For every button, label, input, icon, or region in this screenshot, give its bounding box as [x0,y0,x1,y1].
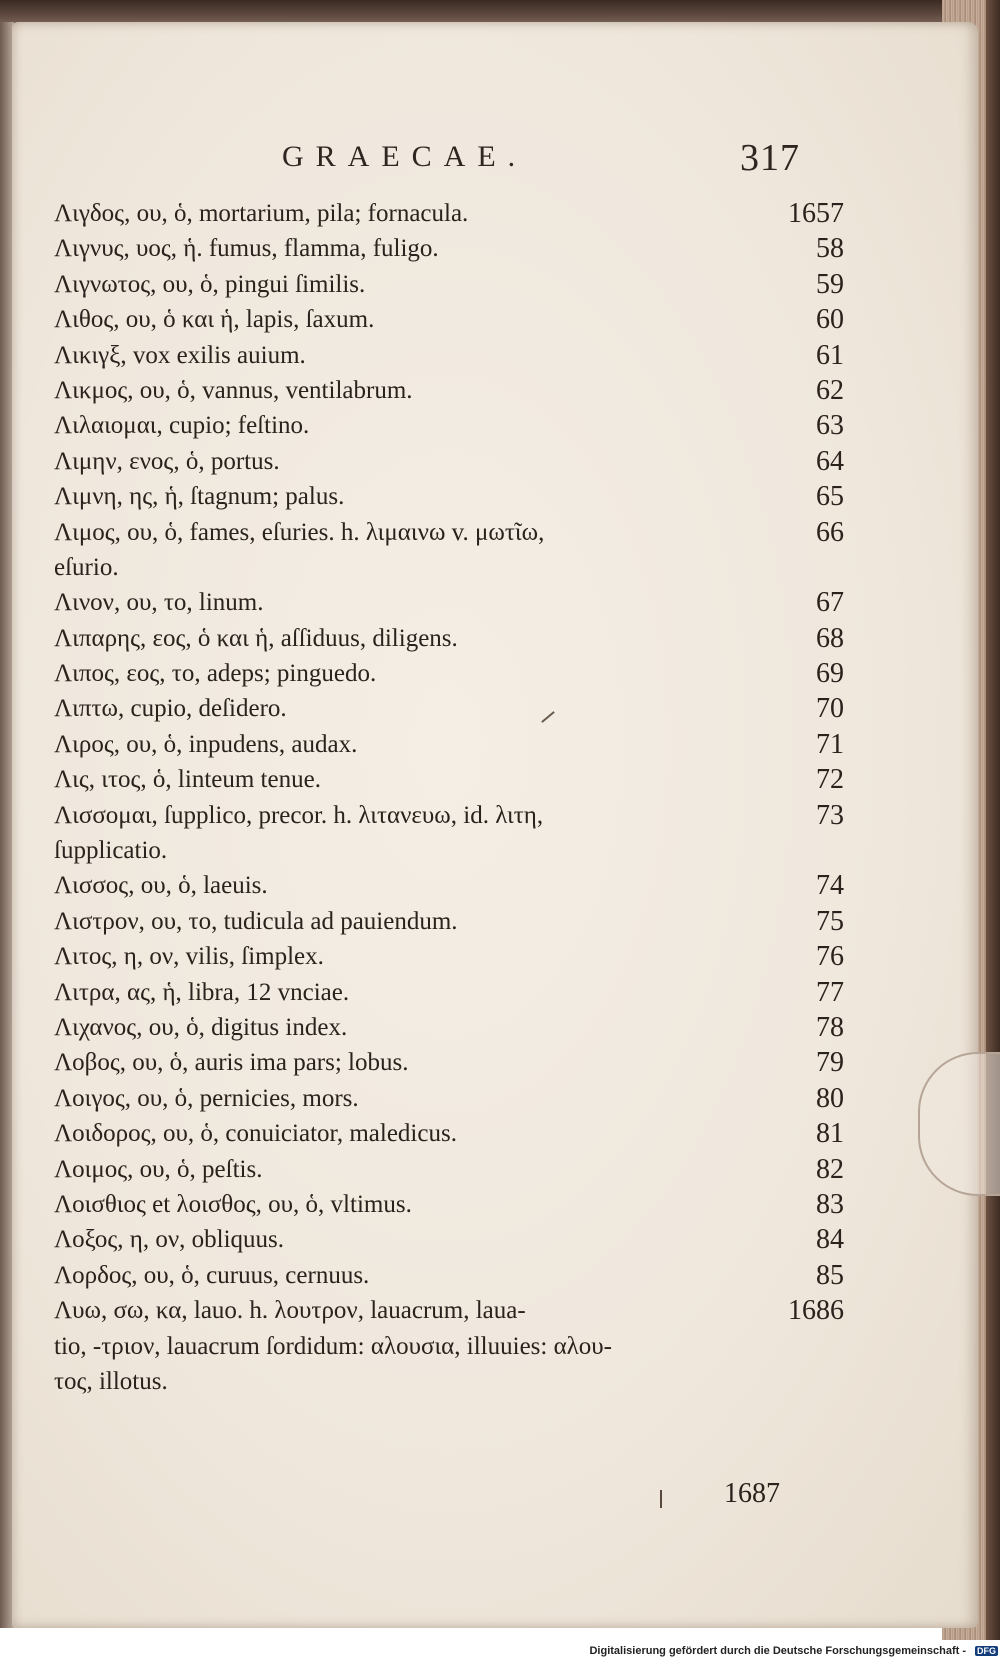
catchword-number: 1687 [724,1478,780,1509]
entry-number: 59 [816,268,844,300]
entry-text: Λυω, σω, κα, lauo. h. λουτρον, lauacrum, laua- [54,1297,526,1325]
entry-number: 68 [816,622,844,654]
entry-number: 76 [816,941,844,973]
entry-row [54,408,844,443]
entry-row [54,975,844,1010]
entry-number: 83 [816,1188,844,1220]
entry-text: Λιπτω, cupio, deſidero. [54,695,287,723]
entry-number: 69 [816,658,844,690]
entry-text: Λοισθιος et λοισθος, ου, ὁ, vltimus. [54,1190,412,1218]
entry-number: 65 [816,481,844,513]
entry-text: Λοβος, ου, ὁ, auris ima pars; lobus. [54,1049,409,1077]
entry-text: Λιπος, εος, το, adeps; pinguedo. [54,660,377,688]
entry-row [54,939,844,974]
entry-text: Λιλαιομαι, cupio; feſtino. [54,412,310,440]
entry-number: 66 [816,516,844,548]
page-header [12,137,978,184]
entry-text: Λινον, ου, το, linum. [54,589,264,617]
entry-number: 73 [816,799,844,831]
entry-text: Λισσος, ου, ὁ, laeuis. [54,872,268,900]
entry-text: Λιπαρης, εος, ὁ και ἡ, aſſiduus, diligens. [54,624,458,652]
digitization-credit: Digitalisierung gefördert durch die Deutsche Forschungsgemeinschaft - [589,1645,966,1657]
entry-number: 81 [816,1118,844,1150]
entry-continuation: τος, illotus. [54,1367,168,1395]
entry-row [54,621,844,656]
entry-text: Λιθος, ου, ὁ και ἡ, lapis, ſaxum. [54,306,375,334]
entry-number: 63 [816,410,844,442]
entry-number: 84 [816,1224,844,1256]
entry-text: Λιγδος, ου, ὁ, mortarium, pila; fornacula. [54,200,469,227]
entry-row [54,762,844,797]
entry-row [54,444,844,479]
entry-row [54,585,844,620]
entry-number: 77 [816,976,844,1008]
entry-text: Λοιγος, ου, ὁ, pernicies, mors. [54,1084,359,1112]
entry-text: Λιμνη, ης, ἡ, ſtagnum; palus. [54,483,345,511]
entry-row [54,798,844,833]
entry-number: 72 [816,764,844,796]
entry-text: Λιμος, ου, ὁ, fames, eſuries. h. λιμαινω v. μωτῖω, [54,518,545,546]
entry-row [54,656,844,691]
entry-number: 62 [816,374,844,406]
entry-row [54,302,844,337]
entry-row [54,1222,844,1257]
entry-row [54,1152,844,1187]
entry-text: Λισσομαι, ſupplico, precor. h. λιτανευω, id. λιτη, [54,801,544,829]
entry-row [54,1116,844,1151]
entry-number: 61 [816,339,844,371]
entry-row [54,479,844,514]
cover-edge [986,0,1000,1640]
entry-text: Λοιμος, ου, ὁ, peſtis. [54,1155,263,1183]
entry-number: 1686 [788,1295,844,1327]
entry-row [54,1293,844,1328]
entry-text: Λιρος, ου, ὁ, inpudens, audax. [54,730,358,758]
entry-row [54,904,844,939]
entry-text: Λιμην, ενος, ὁ, portus. [54,447,280,475]
entry-number: 78 [816,1011,844,1043]
entry-row [54,691,844,726]
entry-text: Λικμος, ου, ὁ, vannus, ventilabrum. [54,376,413,404]
entry-row [54,196,844,231]
entry-row [54,267,844,302]
entry-continuation: eſurio. [54,553,119,581]
entry-text: Λιγνωτος, ου, ὁ, pingui ſimilis. [54,270,366,298]
entry-number: 71 [816,728,844,760]
entry-text: Λιστρον, ου, το, tudicula ad pauiendum. [54,907,458,935]
entry-number: 85 [816,1259,844,1291]
entry-number: 82 [816,1153,844,1185]
entry-continuation: ſupplicatio. [54,837,168,865]
entry-number: 70 [816,693,844,725]
entry-number: 67 [816,587,844,619]
pen-tick [660,1490,662,1508]
entry-number: 75 [816,905,844,937]
entry-text: Λιγνυς, υος, ἡ. fumus, flamma, fuligo. [54,235,439,263]
entry-number: 64 [816,445,844,477]
entry-row [54,1045,844,1080]
entry-text: Λοιδορος, ου, ὁ, conuiciator, maledicus. [54,1120,457,1148]
page-number: 317 [740,137,800,179]
entry-text: Λικιγξ, vox exilis auium. [54,341,306,369]
entry-row [54,515,844,550]
entry-row [54,231,844,266]
entry-continuation: tio, -τριον, lauacrum ſordidum: αλουσια, illuuies: αλου- [54,1332,613,1360]
entry-number: 74 [816,870,844,902]
entry-row [54,1187,844,1222]
entry-row [54,868,844,903]
running-head: GRAECAE. [282,140,528,173]
entry-number: 80 [816,1082,844,1114]
entry-number: 1657 [788,198,844,229]
dictionary-entries [54,196,844,1399]
entry-row [54,1081,844,1116]
entry-row [54,727,844,762]
entry-text: Λιχανος, ου, ὁ, digitus index. [54,1013,348,1041]
entry-row [54,1010,844,1045]
entry-number: 79 [816,1047,844,1079]
dfg-logo-icon: DFG [977,1646,996,1656]
entry-row [54,338,844,373]
entry-number: 60 [816,304,844,336]
entry-text: Λις, ιτος, ὁ, linteum tenue. [54,766,321,794]
entry-text: Λορδος, ου, ὁ, curuus, cernuus. [54,1261,370,1289]
entry-row [54,1258,844,1293]
entry-text: Λοξος, η, ον, obliquus. [54,1226,284,1254]
entry-row [54,373,844,408]
entry-number: 58 [816,233,844,265]
entry-text: Λιτος, η, ον, vilis, ſimplex. [54,943,324,971]
entry-text: Λιτρα, ας, ἡ, libra, 12 vnciae. [54,978,350,1006]
